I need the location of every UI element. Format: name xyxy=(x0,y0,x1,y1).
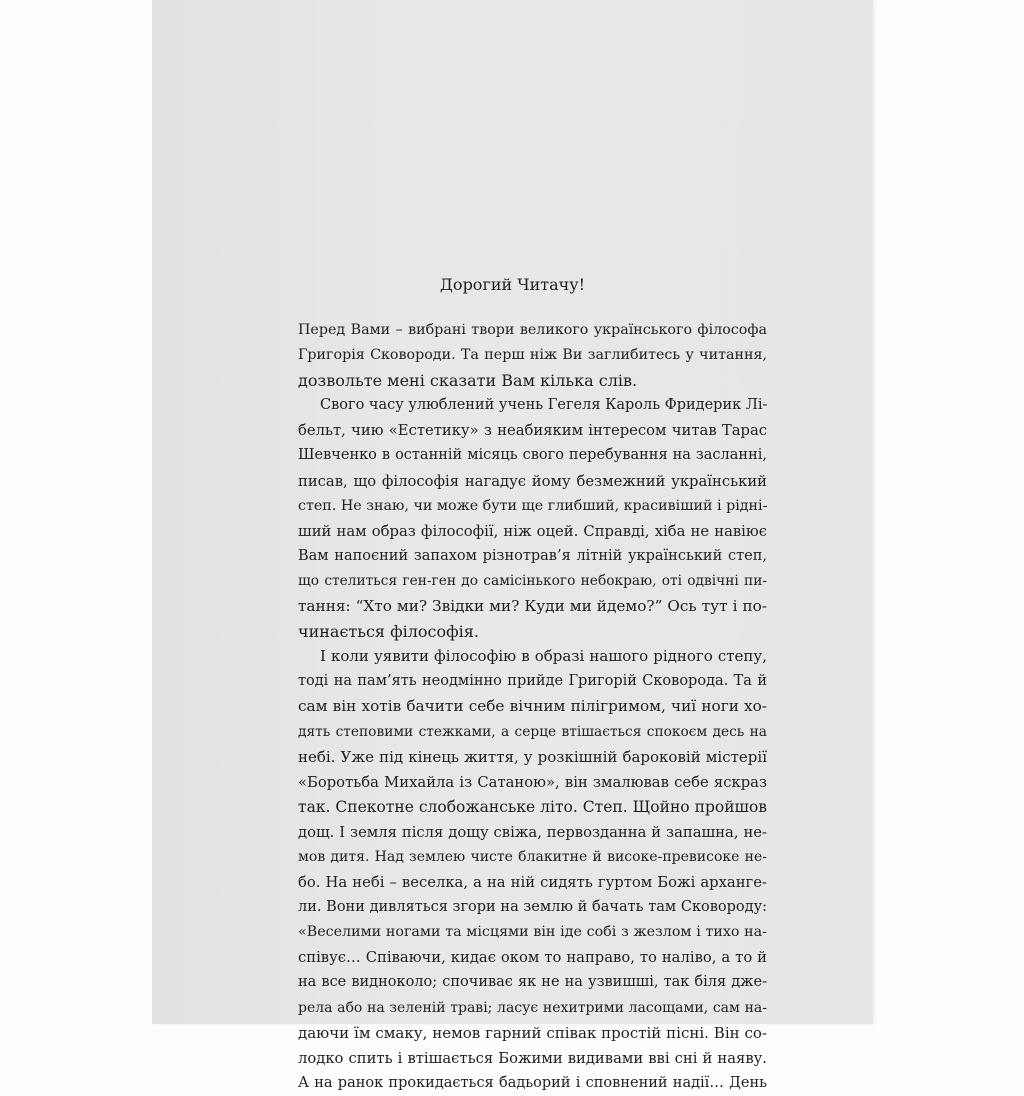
text-line: Свого часу улюблений учень Гегеля Кароль Фридерик Лі- xyxy=(320,397,768,414)
text-line: співує… Співаючи, кидає оком то направо, то наліво, а то й xyxy=(298,949,767,967)
text-line: писав, що філософія нагадує йому безмежний український xyxy=(298,472,767,490)
text-line: ли. Вони дивляться згори на землю й бачать там Сковороду: xyxy=(298,899,767,916)
text-line: бельт, чию «Естетику» з неабияким інтересом читав Тарас xyxy=(298,422,767,440)
page-heading: Дорогий Читачу! xyxy=(439,275,586,294)
text-line: що стелиться ген-ген до самісінького небокраю, оті одвічні пи- xyxy=(298,572,767,589)
text-line: на все видноколо; спочиває як не на узвишші, так біля дже- xyxy=(298,974,767,991)
text-line: Вам напоєний запахом різнотрав’я літній український степ, xyxy=(298,547,767,564)
text-line: дять степовими стежками, а серце втішається спокоєм десь на xyxy=(298,723,767,740)
text-line: сам він хотів бачити себе вічним пілігримом, чиї ноги хо- xyxy=(298,697,767,716)
text-line: ший нам образ філософії, ніж оцей. Справді, хіба не навіює xyxy=(298,522,767,540)
text-line: небі. Уже під кінець життя, у розкішній бароковій містерії xyxy=(298,747,767,766)
text-line: степ. Не знаю, чи може бути ще глибший, красивіший і рідні- xyxy=(298,497,768,514)
text-line: мов дитя. Над землею чисте блакитне й високе-превисоке не- xyxy=(298,848,767,865)
text-line: І коли уявити філософію в образі нашого рідного степу, xyxy=(320,647,767,666)
text-line: бо. На небі – веселка, а на ній сидять гуртом Божі архангe- xyxy=(298,874,767,892)
text-line: Перед Вами – вибрані твори великого українського філософа xyxy=(298,322,767,338)
text-line: Григорія Сковороди. Та перш ніж Ви заглибитесь у читання, xyxy=(298,347,767,364)
body-text xyxy=(298,318,767,1096)
text-line: чинається філософія. xyxy=(298,622,479,642)
text-line: тання: “Хто ми? Звідки ми? Куди ми йдемо?” Ось тут і по- xyxy=(298,597,767,616)
book-page xyxy=(152,0,873,1091)
text-line: «Веселими ногами та місцями він іде собі з жезлом і тихо на- xyxy=(298,924,767,941)
text-line: дощ. І земля після дощу свіжа, первозданна й запашна, не- xyxy=(298,823,767,841)
text-line: лодко спить і втішається Божими видивами вві сні й наяву. xyxy=(298,1049,767,1067)
text-line: тоді на пам’ять неодмінно прийде Григорій Сковорода. Та й xyxy=(298,673,767,690)
text-line: даючи їм смаку, немов гарний співак простій пісні. Він со- xyxy=(298,1023,767,1042)
text-line: А на ранок прокидається бадьорий і сповнений надії… День xyxy=(298,1074,767,1091)
text-line: рела або на зеленій траві; ласує нехитрими ласощами, сам на- xyxy=(298,999,767,1016)
text-line: «Боротьба Михайла із Сатаною», він змалював себе яскраз xyxy=(298,773,767,791)
text-line: дозвольте мені сказати Вам кілька слів. xyxy=(298,371,638,391)
text-line: так. Спекотне слобожанське літо. Степ. Щойно пройшов xyxy=(298,797,767,816)
text-line: Шевченко в останній місяць свого перебування на засланні, xyxy=(298,447,767,464)
